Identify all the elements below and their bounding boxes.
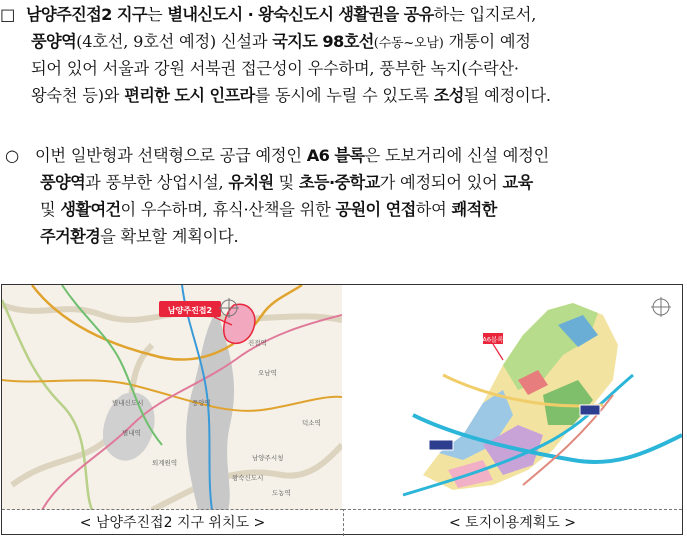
- para1-line3: [0, 55, 680, 82]
- text-run: 를 동시에 누릴 수 있도록: [254, 86, 434, 105]
- text-run: 및: [273, 173, 299, 192]
- map-label-0: 진접역: [248, 339, 267, 347]
- map-label-3: 별내역: [122, 429, 141, 437]
- text-run: 는: [146, 5, 168, 24]
- para1-line1: [0, 1, 680, 28]
- bold-text-run: 초등·중학교: [298, 173, 380, 192]
- bold-text-run: 풍양역: [31, 32, 77, 51]
- bold-text-run: 공원이 연접: [335, 200, 416, 219]
- map-marker-label: 남양주진접2: [167, 306, 213, 315]
- landuse-plan-caption: < 토지이용계획도 >: [343, 509, 682, 536]
- map-label-5: 남양주시청: [252, 454, 284, 462]
- bold-text-run: 교육: [502, 173, 533, 192]
- text-run: 은 도보거리에 신설 예정인: [364, 146, 550, 165]
- para2-line2: [0, 169, 680, 196]
- square-bullet-icon: □: [0, 5, 16, 24]
- bold-text-run: 주거환경: [40, 227, 101, 246]
- landuse-plan-panel: [343, 285, 682, 536]
- text-run: (4호선, 9호선 예정) 신설과: [76, 32, 273, 51]
- bold-text-run: 남양주진접2 지구: [26, 5, 147, 24]
- text-run: 될 예정이다.: [463, 86, 551, 105]
- text-run: 하여: [415, 200, 452, 219]
- map-label-1: 풍양역: [192, 399, 211, 407]
- para2-line4: [0, 223, 680, 250]
- para1-line2: [0, 28, 680, 55]
- text-run: 이 우수하며, 휴식·산책을 위한: [120, 200, 336, 219]
- bold-text-run: 국지도 98호선: [272, 32, 374, 51]
- bold-text-run: 조성: [433, 86, 464, 105]
- text-run: 이번 일반형과 선택형으로 공급 예정인: [35, 146, 307, 165]
- bold-text-run: 생활여건: [60, 200, 121, 219]
- text-run: 왕숙천 등)와: [31, 86, 125, 105]
- text-run: 개통이 예정: [443, 32, 531, 51]
- text-run: 과 풍부한 상업시설,: [85, 173, 229, 192]
- location-map-panel: [2, 285, 344, 536]
- figure-box: [1, 284, 683, 535]
- text-run: 되어 있어 서울과 강원 서북권 접근성이 우수하며, 풍부한 녹지(수락산·: [31, 59, 519, 78]
- paragraph-block-a6: [0, 142, 680, 250]
- map-label-9: 덕소역: [302, 419, 321, 427]
- para2-line1: [0, 142, 680, 169]
- landuse-plan-image: [343, 285, 682, 510]
- block-a6-label: A6블록: [482, 335, 504, 344]
- map-label-6: 왕숙신도시: [232, 474, 264, 482]
- bold-text-run: 풍양역: [40, 173, 86, 192]
- text-run: 을 확보할 계획이다.: [100, 227, 239, 246]
- text-run: (수동~오남): [373, 36, 444, 51]
- text-run: 가 예정되어 있어: [379, 173, 503, 192]
- text-run: 하는 입지로서,: [433, 5, 537, 24]
- location-map-caption: < 남양주진접2 지구 위치도 >: [2, 509, 343, 536]
- para2-line3: [0, 196, 680, 223]
- paragraph-location: [0, 1, 680, 109]
- para2-line1-text: [35, 146, 549, 165]
- circle-bullet-icon: ○: [5, 146, 19, 165]
- para1-line4: [0, 82, 680, 109]
- location-map-image: [2, 285, 342, 510]
- bold-text-run: A6 블록: [306, 146, 365, 165]
- bold-text-run: 편리한 도시 인프라: [124, 86, 255, 105]
- map-label-2: 오남역: [258, 369, 277, 377]
- bold-text-run: 쾌적한: [451, 200, 497, 219]
- map-label-7: 별내신도시: [112, 399, 144, 407]
- bold-text-run: 별내신도시 · 왕숙신도시 생활권을 공유: [167, 5, 434, 24]
- map-label-8: 도농역: [272, 489, 291, 497]
- bold-text-run: 유치원: [228, 173, 274, 192]
- para1-line1-text: [26, 5, 536, 24]
- text-run: 및: [40, 200, 61, 219]
- map-label-4: 퇴계원역: [152, 459, 178, 467]
